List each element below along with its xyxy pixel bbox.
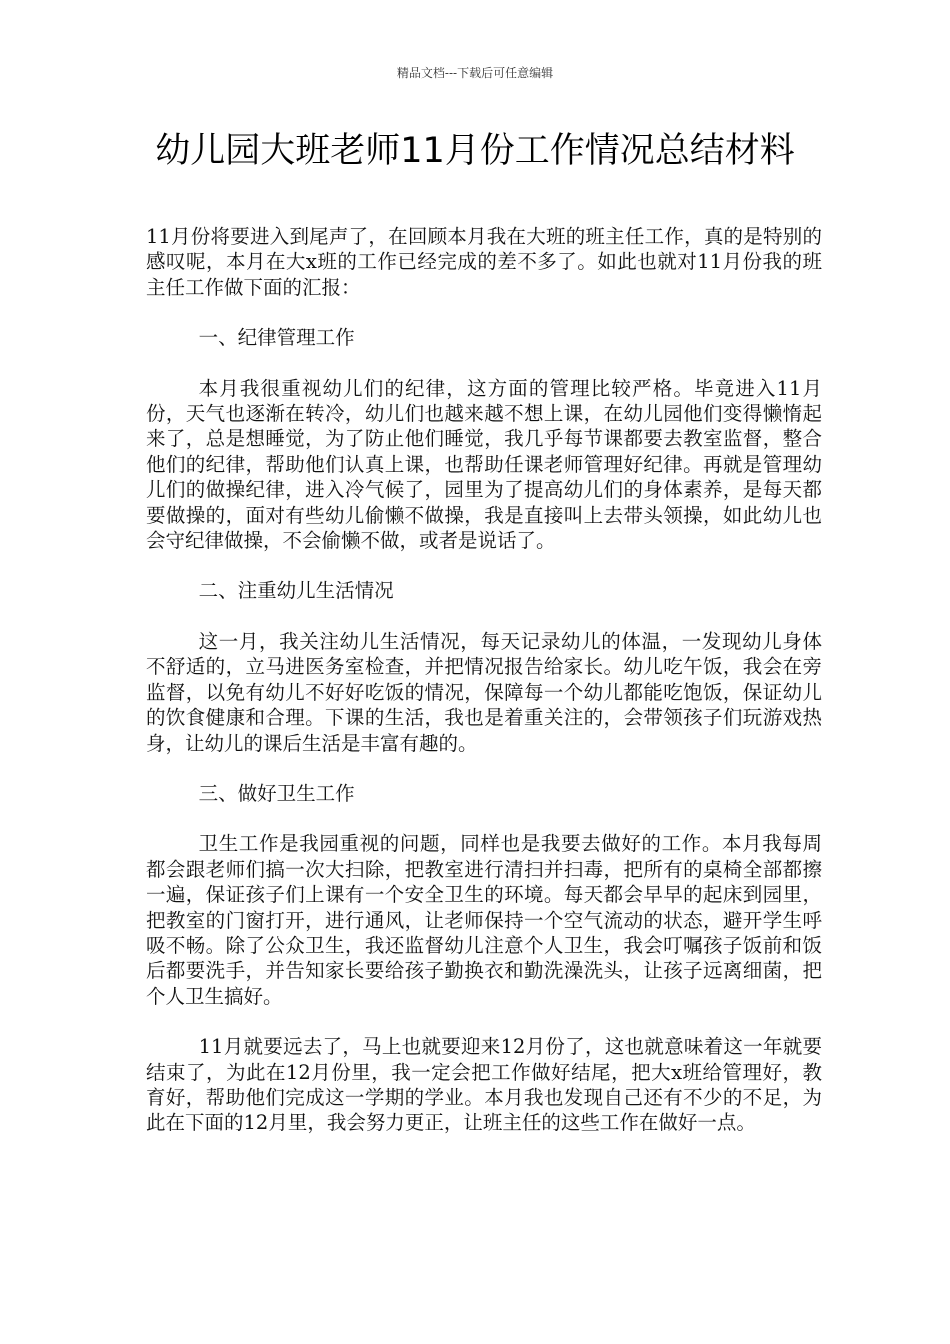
- closing-paragraph: 11月就要远去了，马上也就要迎来12月份了，这也就意味着这一年就要结束了，为此在12月份里，我一定会把工作做好结尾，把大x班给管理好，教育好，帮助他们完成这一学期的学业。本月我也发现自己还有不少的不足，为此在下面的12月里，我会努力更正，让班主任的这些工作在做好一点。: [146, 1035, 822, 1135]
- document-title: 幼儿园大班老师11月份工作情况总结材料: [155, 131, 795, 171]
- document-body: [146, 224, 822, 1161]
- section-heading-hygiene: 三、做好卫生工作: [198, 781, 355, 805]
- section-heading-daily-life: 二、注重幼儿生活情况: [198, 579, 394, 603]
- section-body-hygiene: 卫生工作是我园重视的问题，同样也是我要去做好的工作。本月我每周都会跟老师们搞一次大扫除，把教室进行清扫并扫毒，把所有的桌椅全部都擦一遍，保证孩子们上课有一个安全卫生的环境。每天都会早早的起床到园里，把教室的门窗打开，进行通风，让老师保持一个空气流动的状态，避开学生呼吸不畅。除了公众卫生，我还监督幼儿注意个人卫生，我会叮嘱孩子饭前和饭后都要洗手，并告知家长要给孩子勤换衣和勤洗澡洗头，让孩子远离细菌，把个人卫生搞好。: [146, 832, 822, 1008]
- section-heading-discipline: 一、纪律管理工作: [198, 326, 355, 350]
- intro-paragraph: 11月份将要进入到尾声了，在回顾本月我在大班的班主任工作，真的是特别的感叹呢，本月在大x班的工作已经完成的差不多了。如此也就对11月份我的班主任工作做下面的汇报：: [146, 225, 822, 299]
- section-body-daily-life: 这一月，我关注幼儿生活情况，每天记录幼儿的体温，一发现幼儿身体不舒适的，立马进医务室检查，并把情况报告给家长。幼儿吃午饭，我会在旁监督，以免有幼儿不好好吃饭的情况，保障每一个幼儿都能吃饱饭，保证幼儿的饮食健康和合理。下课的生活，我也是着重关注的，会带领孩子们玩游戏热身，让幼儿的课后生活是丰富有趣的。: [146, 629, 822, 755]
- header-note: 精品文档---下载后可任意编辑: [396, 66, 554, 80]
- section-body-discipline: 本月我很重视幼儿们的纪律，这方面的管理比较严格。毕竟进入11月份，天气也逐渐在转冷，幼儿们也越来越不想上课，在幼儿园他们变得懒惰起来了，总是想睡觉，为了防止他们睡觉，我几乎每节课都要去教室监督，整合他们的纪律，帮助他们认真上课，也帮助任课老师管理好纪律。再就是管理幼儿们的做操纪律，进入冷气候了，园里为了提高幼儿们的身体素养，是每天都要做操的，面对有些幼儿偷懒不做操，我是直接叫上去带头领操，如此幼儿也会守纪律做操，不会偷懒不做，或者是说话了。: [146, 376, 822, 553]
